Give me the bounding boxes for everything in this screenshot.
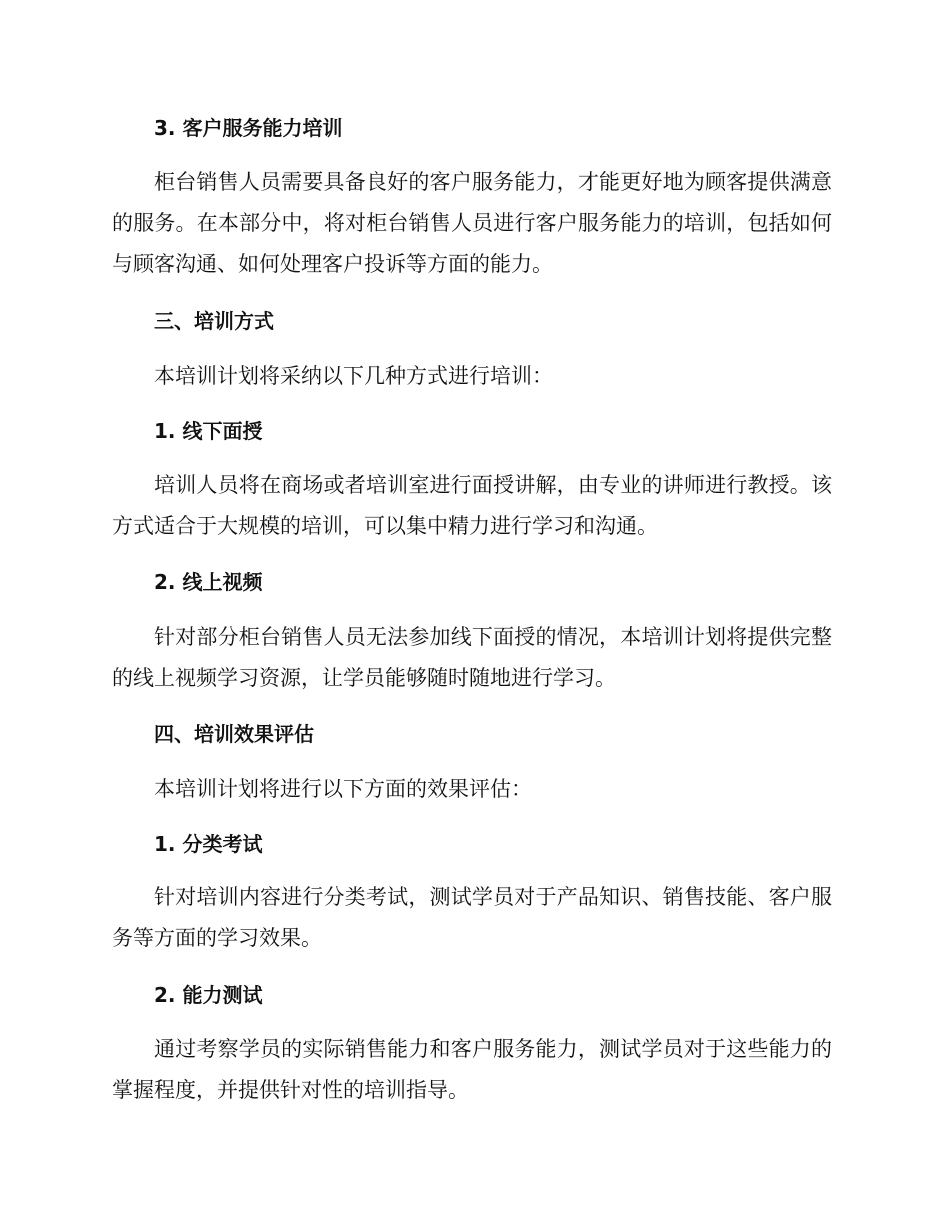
part-3-intro: 本培训计划将采纳以下几种方式进行培训：: [154, 364, 553, 388]
part-4-heading: 四、培训效果评估: [154, 722, 314, 746]
method-2-heading: 2. 线上视频: [154, 570, 263, 594]
section-3-body: 柜台销售人员需要具备良好的客户服务能力，才能更好地为顾客提供满意的服务。在本部分中，将对柜台销售人员进行客户服务能力的培训，包括如何与顾客沟通、如何处理客户投诉等方面的能力。: [112, 170, 832, 276]
method-1-heading: 1. 线下面授: [154, 419, 263, 443]
eval-2-heading: 2. 能力测试: [154, 983, 263, 1007]
method-2-body: 针对部分柜台销售人员无法参加线下面授的情况，本培训计划将提供完整的线上视频学习资源，让学员能够随时随地进行学习。: [112, 625, 832, 690]
eval-1-body: 针对培训内容进行分类考试，测试学员对于产品知识、销售技能、客户服务等方面的学习效果。: [112, 885, 832, 950]
eval-1-heading: 1. 分类考试: [154, 832, 263, 856]
part-4-intro: 本培训计划将进行以下方面的效果评估：: [154, 777, 532, 801]
method-1-body: 培训人员将在商场或者培训室进行面授讲解，由专业的讲师进行教授。该方式适合于大规模的培训，可以集中精力进行学习和沟通。: [112, 473, 832, 538]
section-3-heading: 3. 客户服务能力培训: [154, 116, 343, 140]
eval-2-body: 通过考察学员的实际销售能力和客户服务能力，测试学员对于这些能力的掌握程度，并提供针对性的培训指导。: [112, 1037, 832, 1102]
part-3-heading: 三、培训方式: [154, 309, 274, 333]
